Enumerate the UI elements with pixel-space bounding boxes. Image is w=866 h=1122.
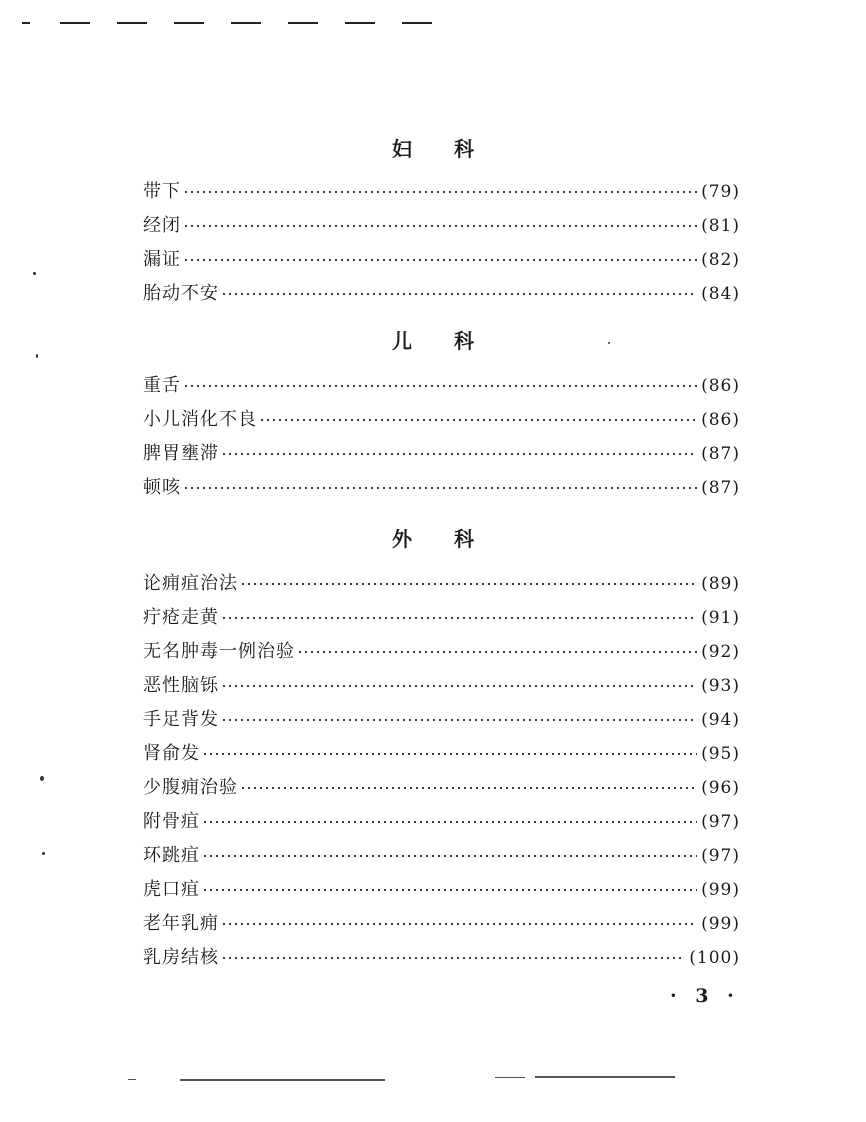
dot-leader bbox=[183, 245, 697, 265]
toc-entry-page: (93) bbox=[701, 676, 740, 696]
dot-leader bbox=[221, 603, 697, 623]
dot-leader bbox=[183, 211, 697, 231]
toc-entry-title: 小儿消化不良 bbox=[143, 409, 257, 430]
toc-entry-title: 漏证 bbox=[143, 249, 181, 270]
section-title-right: 科 bbox=[454, 329, 474, 353]
toc-entry-page: (97) bbox=[701, 846, 740, 866]
dot-leader bbox=[183, 473, 697, 493]
dot-leader bbox=[221, 671, 697, 691]
toc-entry-page: (89) bbox=[701, 574, 740, 594]
toc-entry-page: (79) bbox=[701, 182, 740, 202]
toc-entry-page: (100) bbox=[689, 948, 740, 968]
toc-entry[interactable] bbox=[143, 671, 740, 705]
toc-entry[interactable] bbox=[143, 705, 740, 739]
toc-entry-page: (81) bbox=[701, 216, 740, 236]
dot-leader bbox=[259, 405, 697, 425]
toc-entry-page: (91) bbox=[701, 608, 740, 628]
toc-entry[interactable] bbox=[143, 405, 740, 439]
toc-list-gynecology bbox=[143, 177, 740, 313]
toc-entry[interactable] bbox=[143, 739, 740, 773]
toc-entry-page: (87) bbox=[701, 444, 740, 464]
toc-entry[interactable] bbox=[143, 279, 740, 313]
toc-entry[interactable] bbox=[143, 637, 740, 671]
top-dash-rule bbox=[22, 22, 442, 26]
toc-entry[interactable] bbox=[143, 807, 740, 841]
section-title-right: 科 bbox=[454, 527, 474, 551]
toc-entry-title: 附骨疽 bbox=[143, 811, 200, 832]
toc-entry-page: (97) bbox=[701, 812, 740, 832]
toc-entry-page: (87) bbox=[701, 478, 740, 498]
toc-entry[interactable] bbox=[143, 875, 740, 909]
toc-entry[interactable] bbox=[143, 909, 740, 943]
toc-entry[interactable] bbox=[143, 569, 740, 603]
toc-entry-page: (99) bbox=[701, 914, 740, 934]
toc-entry[interactable] bbox=[143, 177, 740, 211]
toc-entry[interactable] bbox=[143, 439, 740, 473]
dot-leader bbox=[240, 773, 697, 793]
toc-entry-page: (82) bbox=[701, 250, 740, 270]
toc-entry-page: (94) bbox=[701, 710, 740, 730]
toc-entry-title: 老年乳痈 bbox=[143, 913, 219, 934]
toc-entry-page: (86) bbox=[701, 376, 740, 396]
section-title-left: 妇 bbox=[392, 137, 412, 161]
toc-entry-title: 虎口疽 bbox=[143, 879, 200, 900]
toc-entry-title: 重舌 bbox=[143, 375, 181, 396]
dot-leader bbox=[202, 807, 697, 827]
toc-entry[interactable] bbox=[143, 211, 740, 245]
section-title-surgery bbox=[0, 527, 866, 551]
toc-entry-page: (95) bbox=[701, 744, 740, 764]
toc-entry[interactable] bbox=[143, 841, 740, 875]
toc-entry-title: 环跳疽 bbox=[143, 845, 200, 866]
dot-leader bbox=[240, 569, 697, 589]
section-title-left: 外 bbox=[392, 527, 412, 551]
dot-leader bbox=[297, 637, 697, 657]
toc-list-pediatrics bbox=[143, 371, 740, 507]
dot-leader bbox=[183, 371, 697, 391]
dot-leader bbox=[202, 739, 697, 759]
dot-leader bbox=[202, 841, 697, 861]
section-title-right: 科 bbox=[454, 137, 474, 161]
toc-entry-title: 乳房结核 bbox=[143, 947, 219, 968]
dot-leader bbox=[183, 177, 697, 197]
toc-entry-title: 经闭 bbox=[143, 215, 181, 236]
dot-leader bbox=[221, 705, 697, 725]
dot-leader bbox=[221, 909, 697, 929]
toc-entry[interactable] bbox=[143, 371, 740, 405]
section-title-pediatrics bbox=[0, 329, 866, 353]
page-number: · 3 · bbox=[670, 985, 740, 1007]
toc-entry-page: (96) bbox=[701, 778, 740, 798]
toc-entry-page: (84) bbox=[701, 284, 740, 304]
toc-entry-title: 疔疮走黄 bbox=[143, 607, 219, 628]
toc-entry-title: 恶性脑铄 bbox=[143, 675, 219, 696]
toc-entry[interactable] bbox=[143, 603, 740, 637]
section-title-gynecology bbox=[0, 137, 866, 161]
toc-entry-title: 顿咳 bbox=[143, 477, 181, 498]
toc-entry-page: (86) bbox=[701, 410, 740, 430]
toc-entry-page: (99) bbox=[701, 880, 740, 900]
toc-entry-title: 胎动不安 bbox=[143, 283, 219, 304]
section-title-left: 儿 bbox=[392, 329, 412, 353]
toc-entry[interactable] bbox=[143, 473, 740, 507]
toc-entry-title: 论痈疽治法 bbox=[143, 573, 238, 594]
dot-leader bbox=[221, 943, 685, 963]
toc-list-surgery bbox=[143, 569, 740, 977]
dot-leader bbox=[221, 439, 697, 459]
toc-entry[interactable] bbox=[143, 773, 740, 807]
toc-entry[interactable] bbox=[143, 943, 740, 977]
toc-entry[interactable] bbox=[143, 245, 740, 279]
toc-entry-title: 脾胃壅滞 bbox=[143, 443, 219, 464]
toc-entry-title: 肾俞发 bbox=[143, 743, 200, 764]
toc-entry-page: (92) bbox=[701, 642, 740, 662]
toc-entry-title: 无名肿毒一例治验 bbox=[143, 641, 295, 662]
dot-leader bbox=[202, 875, 697, 895]
toc-entry-title: 带下 bbox=[143, 181, 181, 202]
toc-entry-title: 手足背发 bbox=[143, 709, 219, 730]
toc-entry-title: 少腹痈治验 bbox=[143, 777, 238, 798]
dot-leader bbox=[221, 279, 697, 299]
